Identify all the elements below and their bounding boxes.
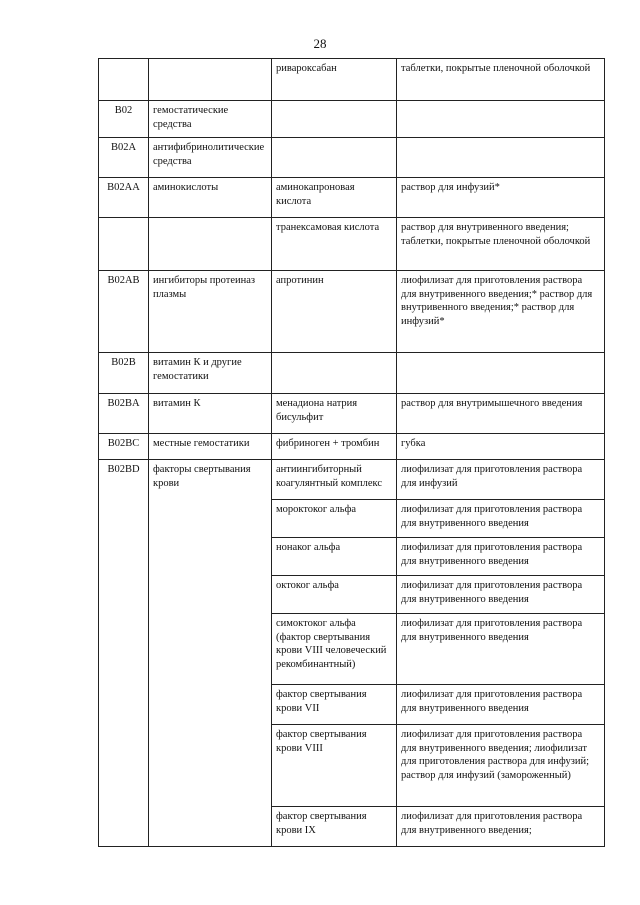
atc-group: гемостатические средства — [149, 101, 272, 138]
dosage-form: лиофилизат для приготовления раствора для внутривенного введения — [397, 538, 605, 576]
drug-name: фибриноген + тромбин — [272, 434, 397, 460]
table-row — [99, 271, 605, 353]
drug-name: октоког альфа — [272, 576, 397, 614]
drug-name: антиингибиторный коагулянтный комплекс — [272, 460, 397, 500]
dosage-form: лиофилизат для приготовления раствора для внутривенного введения — [397, 576, 605, 614]
atc-group: витамин К — [149, 394, 272, 434]
drug-name: ривароксабан — [272, 59, 397, 101]
atc-group: ингибиторы протеиназ плазмы — [149, 271, 272, 353]
dosage-form: раствор для инфузий* — [397, 178, 605, 218]
table-row — [99, 59, 605, 101]
atc-code: B02BD — [99, 460, 149, 847]
atc-group: антифибринолитические средства — [149, 138, 272, 178]
drug-name: менадиона натрия бисульфит — [272, 394, 397, 434]
table-row — [99, 434, 605, 460]
dosage-form — [397, 138, 605, 178]
atc-group: факторы свертывания крови — [149, 460, 272, 847]
atc-code: B02 — [99, 101, 149, 138]
atc-code: B02B — [99, 353, 149, 394]
drug-name: фактор свертывания крови VII — [272, 685, 397, 725]
dosage-form: губка — [397, 434, 605, 460]
atc-code: B02BC — [99, 434, 149, 460]
drug-name — [272, 353, 397, 394]
page-number: 28 — [313, 36, 327, 51]
atc-code: B02BA — [99, 394, 149, 434]
dosage-form: лиофилизат для приготовления раствора для инфузий — [397, 460, 605, 500]
drug-name: аминокапроновая кислота — [272, 178, 397, 218]
dosage-form: лиофилизат для приготовления раствора для внутривенного введения — [397, 614, 605, 685]
drug-name: нонаког альфа — [272, 538, 397, 576]
atc-group: витамин К и другие гемостатики — [149, 353, 272, 394]
atc-group: местные гемостатики — [149, 434, 272, 460]
table-row — [99, 460, 605, 500]
dosage-form: раствор для внутримышечного введения — [397, 394, 605, 434]
dosage-form: лиофилизат для приготовления раствора для внутривенного введения; лиофилизат для приготовления раствора для инфузий; раствор для инфузий (замороженный) — [397, 725, 605, 807]
table-row — [99, 353, 605, 394]
drug-name: мороктоког альфа — [272, 500, 397, 538]
drug-name: фактор свертывания крови VIII — [272, 725, 397, 807]
atc-group: аминокислоты — [149, 178, 272, 218]
drug-name: симоктоког альфа (фактор свертывания крови VIII человеческий рекомбинантный) — [272, 614, 397, 685]
drug-name — [272, 138, 397, 178]
drug-name: транексамовая кислота — [272, 218, 397, 271]
atc-group — [149, 59, 272, 101]
drug-name: фактор свертывания крови IX — [272, 807, 397, 847]
dosage-form: лиофилизат для приготовления раствора для внутривенного введения — [397, 685, 605, 725]
table-row — [99, 138, 605, 178]
atc-code — [99, 59, 149, 101]
drug-table — [98, 58, 605, 847]
dosage-form: лиофилизат для приготовления раствора для внутривенного введения; — [397, 807, 605, 847]
dosage-form: таблетки, покрытые пленочной оболочкой — [397, 59, 605, 101]
table-row — [99, 218, 605, 271]
drug-name — [272, 101, 397, 138]
atc-code: B02A — [99, 138, 149, 178]
drug-name: апротинин — [272, 271, 397, 353]
dosage-form: лиофилизат для приготовления раствора для внутривенного введения;* раствор для внутривенного введения;* раствор для инфузий* — [397, 271, 605, 353]
dosage-form: лиофилизат для приготовления раствора для внутривенного введения — [397, 500, 605, 538]
dosage-form — [397, 101, 605, 138]
atc-group — [149, 218, 272, 271]
atc-code: B02AA — [99, 178, 149, 218]
table-row — [99, 178, 605, 218]
dosage-form — [397, 353, 605, 394]
atc-code: B02AB — [99, 271, 149, 353]
atc-code — [99, 218, 149, 271]
table-row — [99, 394, 605, 434]
table-row — [99, 101, 605, 138]
dosage-form: раствор для внутривенного введения; таблетки, покрытые пленочной оболочкой — [397, 218, 605, 271]
